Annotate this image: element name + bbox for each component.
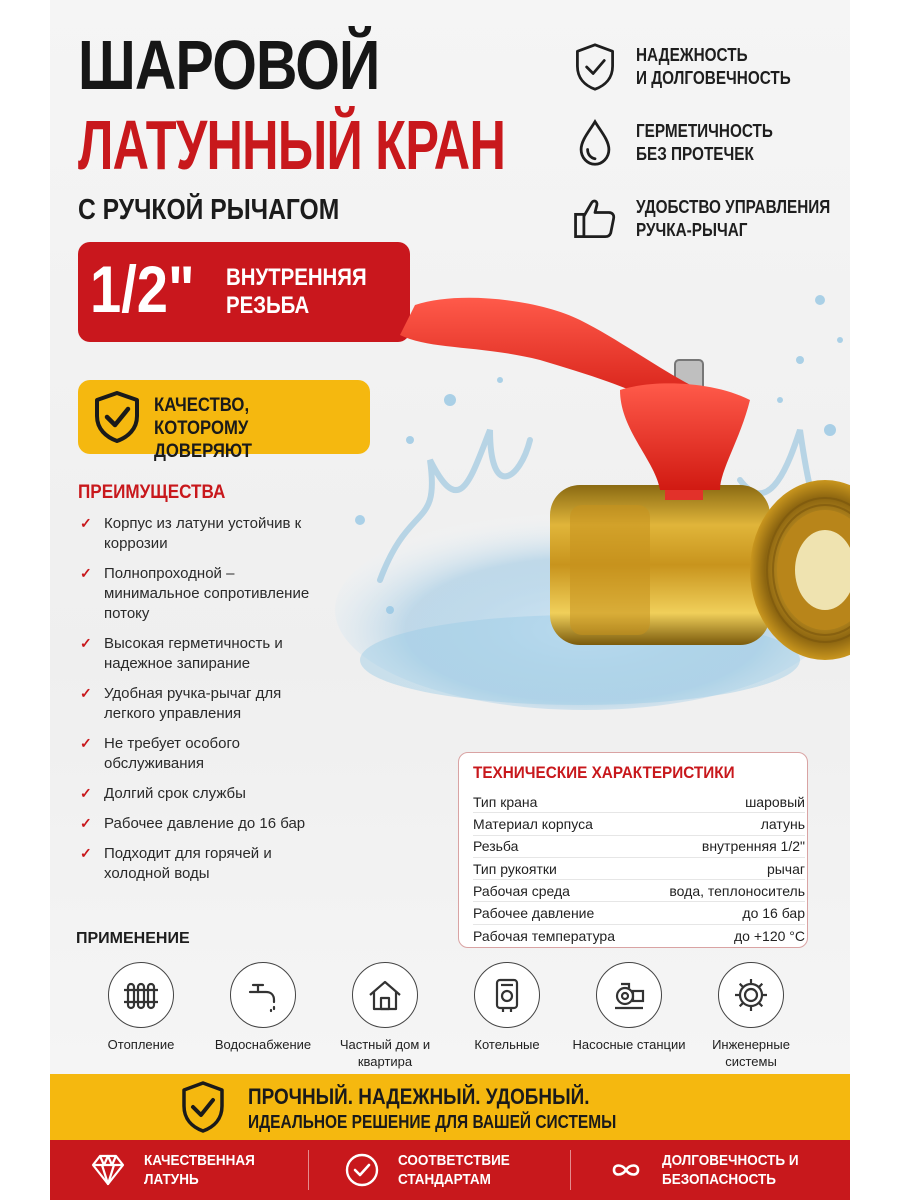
application-item-boiler — [447, 962, 567, 1053]
spec-name: Тип рукоятки — [473, 860, 557, 877]
shield-check-icon — [570, 42, 620, 92]
diamond-icon — [90, 1152, 126, 1188]
application-item-house — [325, 962, 445, 1070]
table-row — [473, 880, 805, 902]
table-row — [473, 791, 805, 813]
feature-line-2: И ДОЛГОВЕЧНОСТЬ — [636, 68, 791, 89]
slogan-line-2: ИДЕАЛЬНОЕ РЕШЕНИЕ ДЛЯ ВАШЕЙ СИСТЕМЫ — [248, 1112, 617, 1132]
application-item-engineering — [691, 962, 811, 1070]
check-icon: ✓ — [80, 565, 92, 581]
bottom-features-bar — [50, 1140, 850, 1200]
feature-line-2: РУЧКА-РЫЧАГ — [636, 220, 748, 241]
gear-icon — [732, 976, 770, 1014]
feature-reliability — [570, 40, 840, 100]
faucet-icon — [244, 976, 282, 1014]
bottom-feature-text: ДОЛГОВЕЧНОСТЬ И БЕЗОПАСНОСТЬ — [662, 1152, 799, 1188]
spec-value: шаровый — [745, 793, 805, 810]
spec-name: Рабочая среда — [473, 882, 570, 899]
feature-line-1: НАДЕЖНОСТЬ — [636, 45, 748, 65]
application-label: Водоснабжение — [214, 1037, 312, 1052]
shield-check-icon — [92, 390, 142, 444]
check-icon: ✓ — [80, 635, 92, 651]
shield-check-icon — [180, 1080, 226, 1134]
application-item-water-supply — [203, 962, 323, 1053]
application-label: Частный дом и квартира — [339, 1037, 431, 1069]
list-item: ✓ Корпус из латуни устойчив к коррозии — [80, 515, 302, 552]
spec-name: Тип крана — [473, 793, 538, 810]
advantages-list — [78, 514, 318, 894]
product-card — [50, 0, 850, 1200]
application-label: Насосные станции — [572, 1037, 686, 1052]
check-icon: ✓ — [80, 815, 92, 831]
list-item: ✓ Полнопроходной – минимальное сопротивление потоку — [80, 565, 310, 622]
thread-size: 1/2" — [90, 252, 195, 326]
feature-tightness — [570, 116, 840, 176]
table-row — [473, 925, 805, 947]
title-line-2: ЛАТУННЫЙ КРАН — [78, 106, 506, 184]
water-drop-icon — [570, 118, 620, 168]
check-icon: ✓ — [80, 845, 92, 861]
infinity-icon — [608, 1152, 644, 1188]
application-title: ПРИМЕНЕНИЕ — [76, 930, 190, 947]
bottom-feature-text: КАЧЕСТВЕННАЯ ЛАТУНЬ — [144, 1152, 255, 1188]
spec-name: Рабочее давление — [473, 905, 595, 922]
spec-value: внутренняя 1/2" — [701, 838, 805, 855]
list-item: ✓ Рабочее давление до 16 бар — [80, 815, 306, 832]
feature-line-1: ГЕРМЕТИЧНОСТЬ — [636, 121, 773, 141]
check-icon: ✓ — [80, 515, 92, 531]
divider — [570, 1150, 571, 1190]
spec-name: Рабочая температура — [473, 927, 615, 944]
spec-name: Резьба — [473, 838, 519, 855]
house-icon — [366, 976, 404, 1014]
spec-name: Материал корпуса — [473, 815, 593, 832]
list-item: ✓ Удобная ручка-рычаг для легкого управления — [80, 685, 282, 722]
application-label: Отопление — [107, 1037, 175, 1052]
valve-illustration — [320, 280, 850, 740]
check-icon: ✓ — [80, 785, 92, 801]
slogan-line-1: ПРОЧНЫЙ. НАДЕЖНЫЙ. УДОБНЫЙ. — [248, 1084, 590, 1109]
list-item: ✓ Подходит для горячей и холодной воды — [80, 845, 272, 882]
bottom-feature-brass — [90, 1140, 310, 1200]
bottom-feature-standards — [344, 1140, 564, 1200]
check-icon: ✓ — [80, 735, 92, 751]
feature-control — [570, 192, 840, 252]
spec-value: латунь — [760, 815, 805, 832]
boiler-icon — [488, 976, 526, 1014]
advantages-title: ПРЕИМУЩЕСТВА — [78, 482, 226, 503]
spec-value: до 16 бар — [742, 905, 805, 922]
specs-title: ТЕХНИЧЕСКИЕ ХАРАКТЕРИСТИКИ — [473, 763, 735, 782]
divider — [308, 1150, 309, 1190]
spec-value: до +120 °С — [734, 927, 805, 944]
bottom-feature-durability — [608, 1140, 828, 1200]
spec-value: рычаг — [766, 860, 805, 877]
bottom-feature-text: СООТВЕТСТВИЕ СТАНДАРТАМ — [398, 1152, 510, 1188]
feature-line-2: БЕЗ ПРОТЕЧЕК — [636, 144, 754, 165]
subtitle: С РУЧКОЙ РЫЧАГОМ — [78, 194, 340, 226]
specs-table — [458, 752, 808, 948]
thread-text: ВНУТРЕННЯЯ РЕЗЬБА — [226, 264, 367, 319]
application-item-heating — [81, 962, 201, 1053]
table-row — [473, 836, 805, 858]
list-item: ✓ Долгий срок службы — [80, 785, 246, 802]
check-icon: ✓ — [80, 685, 92, 701]
check-circle-icon — [344, 1152, 380, 1188]
thumbs-up-icon — [570, 194, 620, 244]
application-label: Котельные — [474, 1037, 540, 1052]
table-row — [473, 813, 805, 835]
feature-line-1: УДОБСТВО УПРАВЛЕНИЯ — [636, 197, 831, 217]
slogan-bar — [50, 1074, 850, 1140]
table-row — [473, 902, 805, 924]
list-item: ✓ Высокая герметичность и надежное запирание — [80, 635, 283, 672]
title-line-1: ШАРОВОЙ — [78, 26, 380, 104]
spec-value: вода, теплоноситель — [669, 882, 805, 899]
application-item-pump — [569, 962, 689, 1053]
table-row — [473, 858, 805, 880]
radiator-icon — [122, 976, 160, 1014]
quality-text: КАЧЕСТВО, КОТОРОМУ ДОВЕРЯЮТ — [154, 395, 252, 462]
list-item: ✓ Не требует особого обслуживания — [80, 735, 240, 772]
pump-icon — [610, 976, 648, 1014]
application-label: Инженерные системы — [712, 1037, 790, 1069]
